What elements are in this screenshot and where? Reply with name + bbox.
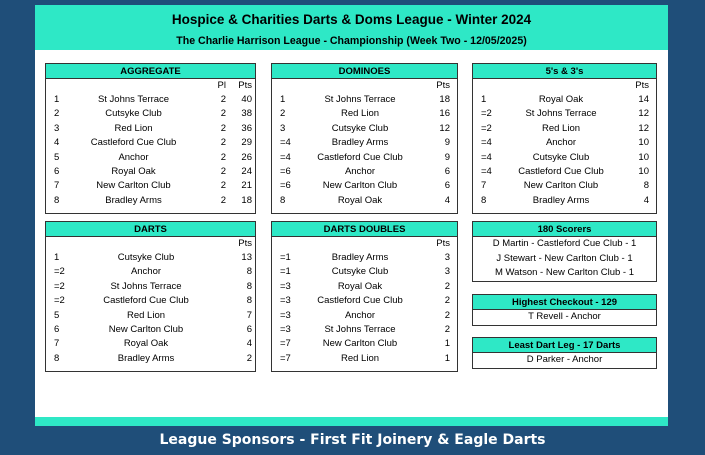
points-cell: 8 xyxy=(246,295,252,307)
dominoes-table xyxy=(271,63,458,214)
table-row xyxy=(473,165,656,179)
table-row xyxy=(46,165,255,179)
darts-doubles-title: DARTS DOUBLES xyxy=(272,222,457,237)
points-cell: 40 xyxy=(241,94,252,105)
team-cell: New Carlton Club xyxy=(322,180,398,192)
table-row xyxy=(272,294,457,308)
table-row xyxy=(272,280,457,294)
points-cell: 38 xyxy=(241,108,252,120)
scorers-180-title: 180 Scorers xyxy=(473,222,656,237)
points-cell: 2 xyxy=(444,309,450,321)
rank-cell: 7 xyxy=(54,338,60,350)
points-cell: 4 xyxy=(444,194,450,206)
points-cell: 3 xyxy=(444,266,450,278)
table-row xyxy=(46,194,255,208)
scorer-line: M Watson - New Carlton Club - 1 xyxy=(494,267,635,278)
table-row xyxy=(272,151,457,165)
team-cell: St Johns Terrace xyxy=(324,94,396,105)
played-cell: 2 xyxy=(220,180,226,192)
rank-cell: =6 xyxy=(280,165,291,177)
rank-cell: 1 xyxy=(481,94,487,105)
team-cell: Bradley Arms xyxy=(117,352,175,364)
table-row xyxy=(473,93,656,107)
team-cell: New Carlton Club xyxy=(523,180,599,192)
dominoes-title: DOMINOES xyxy=(272,64,457,79)
table-row xyxy=(46,352,255,366)
col-pl-header: Pl xyxy=(217,80,226,91)
rank-cell: 1 xyxy=(54,252,60,263)
points-cell: 16 xyxy=(439,108,450,120)
team-cell: St Johns Terrace xyxy=(324,323,396,335)
dominoes-column-headers xyxy=(272,79,457,93)
rank-cell: =4 xyxy=(280,137,291,149)
rank-cell: 1 xyxy=(280,94,286,105)
fives-threes-title: 5's & 3's xyxy=(473,64,656,79)
rank-cell: =2 xyxy=(481,108,492,120)
points-cell: 18 xyxy=(241,194,252,206)
rank-cell: 8 xyxy=(280,194,286,206)
table-row xyxy=(272,251,457,265)
team-cell: New Carlton Club xyxy=(108,323,184,335)
played-cell: 2 xyxy=(220,151,226,163)
rank-cell: 8 xyxy=(481,194,487,206)
team-cell: St Johns Terrace xyxy=(97,94,170,105)
rank-cell: 3 xyxy=(280,122,286,134)
rank-cell: 6 xyxy=(54,165,60,177)
points-cell: 2 xyxy=(246,352,252,364)
least-dart-leg-box xyxy=(472,337,657,369)
least-dart-leg-line: D Parker - Anchor xyxy=(526,354,603,365)
rank-cell: 5 xyxy=(54,309,60,321)
rank-cell: 7 xyxy=(54,180,60,192)
sponsors-footer: League Sponsors - First Fit Joinery & Eagle Darts xyxy=(159,432,546,448)
table-row xyxy=(272,165,457,179)
fives-threes-column-headers xyxy=(473,79,656,93)
table-row xyxy=(46,179,255,193)
team-cell: New Carlton Club xyxy=(322,338,398,350)
table-row xyxy=(46,280,255,294)
points-cell: 6 xyxy=(444,180,450,192)
table-row xyxy=(272,323,457,337)
points-cell: 1 xyxy=(444,338,450,350)
rank-cell: 2 xyxy=(54,108,60,120)
scorer-line: J Stewart - New Carlton Club - 1 xyxy=(496,252,633,264)
rank-cell: 7 xyxy=(481,180,487,192)
team-cell: Red Lion xyxy=(340,108,380,120)
col-pts-header: Pts xyxy=(238,80,252,91)
rank-cell: =2 xyxy=(54,280,65,292)
rank-cell: =2 xyxy=(481,122,492,134)
rank-cell: =1 xyxy=(280,266,291,278)
team-cell: Red Lion xyxy=(114,122,153,134)
table-row xyxy=(46,93,255,107)
table-row xyxy=(473,136,656,150)
rank-cell: =4 xyxy=(280,151,291,163)
table-row xyxy=(46,337,255,351)
team-cell: Castleford Cue Club xyxy=(90,137,177,149)
team-cell: Bradley Arms xyxy=(331,252,389,263)
scorer-line: D Martin - Castleford Cue Club - 1 xyxy=(492,238,637,249)
rank-cell: =6 xyxy=(280,180,291,192)
points-cell: 29 xyxy=(241,137,252,149)
team-cell: Red Lion xyxy=(541,122,581,134)
rank-cell: =7 xyxy=(280,338,291,350)
team-cell: Red Lion xyxy=(340,352,380,364)
table-row xyxy=(272,194,457,208)
team-cell: Bradley Arms xyxy=(331,137,389,149)
rank-cell: =7 xyxy=(280,352,291,364)
rank-cell: =3 xyxy=(280,280,291,292)
highest-checkout-box xyxy=(472,294,657,326)
team-cell: Royal Oak xyxy=(337,280,383,292)
rank-cell: 8 xyxy=(54,352,60,364)
team-cell: Anchor xyxy=(344,165,376,177)
aggregate-title: AGGREGATE xyxy=(46,64,255,79)
bottom-accent-strip xyxy=(35,417,668,426)
team-cell: Cutsyke Club xyxy=(117,252,175,263)
team-cell: Cutsyke Club xyxy=(331,266,389,278)
points-cell: 2 xyxy=(444,323,450,335)
points-cell: 8 xyxy=(246,266,252,278)
rank-cell: =4 xyxy=(481,165,492,177)
points-cell: 8 xyxy=(246,280,252,292)
points-cell: 10 xyxy=(638,137,649,149)
team-cell: St Johns Terrace xyxy=(110,280,182,292)
rank-cell: =2 xyxy=(54,266,65,278)
table-row xyxy=(46,251,255,265)
points-cell: 7 xyxy=(246,309,252,321)
points-cell: 10 xyxy=(638,151,649,163)
points-cell: 18 xyxy=(439,94,450,105)
rank-cell: 1 xyxy=(54,94,60,105)
rank-cell: =3 xyxy=(280,295,291,307)
played-cell: 2 xyxy=(220,165,226,177)
table-row xyxy=(46,136,255,150)
rank-cell: =4 xyxy=(481,151,492,163)
team-cell: Royal Oak xyxy=(337,194,383,206)
rank-cell: 3 xyxy=(54,122,60,134)
table-row xyxy=(46,294,255,308)
darts-doubles-table xyxy=(271,221,458,372)
points-cell: 12 xyxy=(638,122,649,134)
team-cell: Castleford Cue Club xyxy=(317,151,403,163)
points-cell: 36 xyxy=(241,122,252,134)
table-row xyxy=(473,194,656,208)
points-cell: 24 xyxy=(241,165,252,177)
table-row xyxy=(473,107,656,121)
table-row xyxy=(46,151,255,165)
team-cell: Castleford Cue Club xyxy=(518,165,604,177)
points-cell: 13 xyxy=(241,252,252,263)
table-row xyxy=(46,323,255,337)
points-cell: 9 xyxy=(444,151,450,163)
rank-cell: 4 xyxy=(54,137,60,149)
team-cell: Castleford Cue Club xyxy=(103,295,189,307)
team-cell: Cutsyke Club xyxy=(331,122,389,134)
rank-cell: 6 xyxy=(54,323,60,335)
points-cell: 12 xyxy=(439,122,450,134)
team-cell: New Carlton Club xyxy=(96,180,171,192)
played-cell: 2 xyxy=(220,137,226,149)
team-cell: Bradley Arms xyxy=(532,194,590,206)
points-cell: 6 xyxy=(246,323,252,335)
table-row xyxy=(473,122,656,136)
page-title: Hospice & Charities Darts & Doms League - Winter 2024 xyxy=(35,5,668,32)
rank-cell: 8 xyxy=(54,194,60,206)
league-sheet xyxy=(35,5,668,426)
points-cell: 2 xyxy=(444,295,450,307)
points-cell: 1 xyxy=(444,352,450,364)
team-cell: Royal Oak xyxy=(538,94,584,105)
highest-checkout-line: T Revell - Anchor xyxy=(528,311,601,322)
rank-cell: =3 xyxy=(280,309,291,321)
table-row xyxy=(272,107,457,121)
col-pts-header: Pts xyxy=(238,238,252,249)
table-row xyxy=(46,122,255,136)
team-cell: Cutsyke Club xyxy=(105,108,162,120)
scorers-180-box xyxy=(472,221,657,282)
table-row xyxy=(272,93,457,107)
table-row xyxy=(272,352,457,366)
points-cell: 6 xyxy=(444,165,450,177)
points-cell: 4 xyxy=(643,194,649,206)
table-row xyxy=(46,265,255,279)
table-row xyxy=(473,179,656,193)
points-cell: 21 xyxy=(241,180,252,192)
table-row xyxy=(473,151,656,165)
team-cell: Anchor xyxy=(545,137,577,149)
team-cell: Castleford Cue Club xyxy=(317,295,403,307)
team-cell: St Johns Terrace xyxy=(525,108,597,120)
table-row xyxy=(272,179,457,193)
points-cell: 2 xyxy=(444,280,450,292)
rank-cell: =2 xyxy=(54,295,65,307)
team-cell: Red Lion xyxy=(126,309,166,321)
points-cell: 12 xyxy=(638,108,649,120)
points-cell: 26 xyxy=(241,151,252,163)
darts-table xyxy=(45,221,256,372)
table-row xyxy=(272,309,457,323)
table-row xyxy=(272,337,457,351)
col-pts-header: Pts xyxy=(436,238,450,249)
points-cell: 8 xyxy=(643,180,649,192)
points-cell: 14 xyxy=(638,94,649,105)
rank-cell: =1 xyxy=(280,252,291,263)
highest-checkout-title: Highest Checkout - 129 xyxy=(473,295,656,310)
col-pts-header: Pts xyxy=(436,80,450,91)
team-cell: Anchor xyxy=(118,151,149,163)
team-cell: Anchor xyxy=(130,266,162,278)
rank-cell: 2 xyxy=(280,108,286,120)
darts-title: DARTS xyxy=(46,222,255,237)
team-cell: Cutsyke Club xyxy=(532,151,590,163)
table-row xyxy=(272,122,457,136)
darts-column-headers xyxy=(46,237,255,251)
darts-doubles-column-headers xyxy=(272,237,457,251)
fives-threes-table xyxy=(472,63,657,214)
team-cell: Anchor xyxy=(344,309,376,321)
team-cell: Bradley Arms xyxy=(105,194,162,206)
table-row xyxy=(46,107,255,121)
table-row xyxy=(46,309,255,323)
page-subtitle: The Charlie Harrison League - Championship (Week Two - 12/05/2025) xyxy=(35,32,668,50)
least-dart-leg-title: Least Dart Leg - 17 Darts xyxy=(473,338,656,353)
played-cell: 2 xyxy=(220,94,226,105)
points-cell: 9 xyxy=(444,137,450,149)
aggregate-table xyxy=(45,63,256,214)
played-cell: 2 xyxy=(220,194,226,206)
points-cell: 4 xyxy=(246,338,252,350)
rank-cell: =3 xyxy=(280,323,291,335)
team-cell: Royal Oak xyxy=(123,338,169,350)
played-cell: 2 xyxy=(220,122,226,134)
team-cell: Royal Oak xyxy=(111,165,156,177)
col-pts-header: Pts xyxy=(635,80,649,91)
points-cell: 10 xyxy=(638,165,649,177)
table-row xyxy=(272,265,457,279)
rank-cell: 5 xyxy=(54,151,60,163)
rank-cell: =4 xyxy=(481,137,492,149)
played-cell: 2 xyxy=(220,108,226,120)
aggregate-column-headers xyxy=(46,79,255,93)
points-cell: 3 xyxy=(444,252,450,263)
table-row xyxy=(272,136,457,150)
